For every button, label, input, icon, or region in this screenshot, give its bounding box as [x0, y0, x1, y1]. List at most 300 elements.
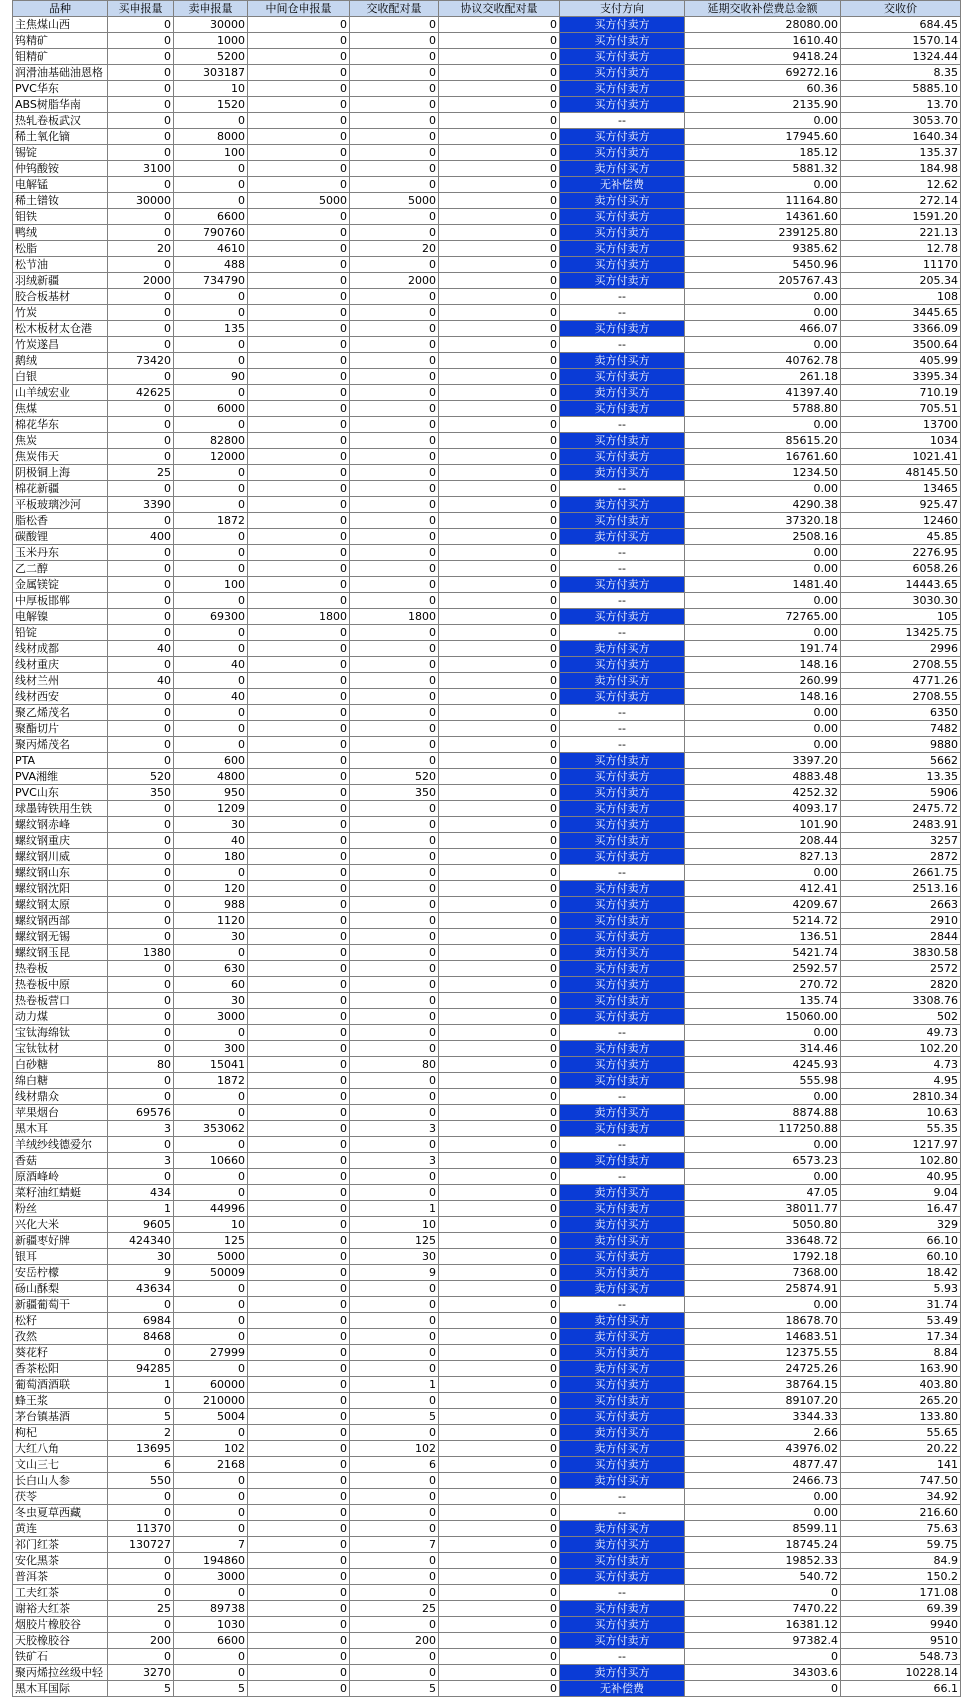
- cell-delivery-price: 102.20: [841, 1041, 961, 1057]
- cell-agreement-matched-qty: 0: [439, 1601, 560, 1617]
- cell-matched-qty: 0: [350, 49, 439, 65]
- cell-agreement-matched-qty: 0: [439, 545, 560, 561]
- cell-matched-qty: 0: [350, 1009, 439, 1025]
- cell-intermediate-qty: 0: [248, 673, 350, 689]
- table-row: [13, 929, 961, 945]
- cell-buy-qty: 0: [108, 1025, 174, 1041]
- cell-delivery-price: 4771.26: [841, 673, 961, 689]
- cell-sell-qty: 600: [174, 753, 248, 769]
- cell-variety: 新疆葡萄干: [13, 1297, 108, 1313]
- cell-delivery-price: 12460: [841, 513, 961, 529]
- cell-sell-qty: 30: [174, 993, 248, 1009]
- cell-compensation-amount: 4093.17: [685, 801, 841, 817]
- cell-delivery-price: 66.1: [841, 1681, 961, 1697]
- cell-variety: 安岳柠檬: [13, 1265, 108, 1281]
- table-row: [13, 1153, 961, 1169]
- cell-buy-qty: 0: [108, 1073, 174, 1089]
- cell-agreement-matched-qty: 0: [439, 1505, 560, 1521]
- cell-payment-direction: 买方付卖方: [560, 977, 685, 993]
- cell-delivery-price: 205.34: [841, 273, 961, 289]
- cell-intermediate-qty: 0: [248, 1009, 350, 1025]
- cell-delivery-price: 14443.65: [841, 577, 961, 593]
- cell-variety: 竹炭遂昌: [13, 337, 108, 353]
- cell-delivery-price: 2513.16: [841, 881, 961, 897]
- cell-matched-qty: 0: [350, 417, 439, 433]
- cell-compensation-amount: 6573.23: [685, 1153, 841, 1169]
- cell-payment-direction: 买方付卖方: [560, 321, 685, 337]
- cell-matched-qty: 0: [350, 161, 439, 177]
- cell-intermediate-qty: 0: [248, 1089, 350, 1105]
- cell-intermediate-qty: 0: [248, 1425, 350, 1441]
- cell-compensation-amount: 43976.02: [685, 1441, 841, 1457]
- cell-variety: 香茶松阳: [13, 1361, 108, 1377]
- cell-agreement-matched-qty: 0: [439, 1137, 560, 1153]
- cell-sell-qty: 194860: [174, 1553, 248, 1569]
- header-variety: 品种: [13, 1, 108, 17]
- table-row: [13, 1665, 961, 1681]
- cell-matched-qty: 0: [350, 993, 439, 1009]
- cell-agreement-matched-qty: 0: [439, 1665, 560, 1681]
- cell-payment-direction: 买方付卖方: [560, 369, 685, 385]
- cell-delivery-price: 2663: [841, 897, 961, 913]
- cell-intermediate-qty: 0: [248, 337, 350, 353]
- delivery-compensation-table: [12, 0, 961, 1697]
- cell-intermediate-qty: 0: [248, 945, 350, 961]
- cell-buy-qty: 0: [108, 1569, 174, 1585]
- cell-agreement-matched-qty: 0: [439, 865, 560, 881]
- cell-payment-direction: 买方付卖方: [560, 833, 685, 849]
- cell-intermediate-qty: 0: [248, 577, 350, 593]
- cell-buy-qty: 80: [108, 1057, 174, 1073]
- cell-agreement-matched-qty: 0: [439, 897, 560, 913]
- cell-delivery-price: 5662: [841, 753, 961, 769]
- cell-buy-qty: 550: [108, 1473, 174, 1489]
- cell-matched-qty: 0: [350, 1569, 439, 1585]
- cell-sell-qty: 0: [174, 593, 248, 609]
- cell-sell-qty: 0: [174, 305, 248, 321]
- cell-delivery-price: 49.73: [841, 1025, 961, 1041]
- cell-buy-qty: 400: [108, 529, 174, 545]
- cell-payment-direction: 买方付卖方: [560, 897, 685, 913]
- cell-compensation-amount: 148.16: [685, 689, 841, 705]
- cell-agreement-matched-qty: 0: [439, 385, 560, 401]
- cell-payment-direction: 买方付卖方: [560, 929, 685, 945]
- cell-intermediate-qty: 0: [248, 625, 350, 641]
- cell-delivery-price: 1324.44: [841, 49, 961, 65]
- cell-payment-direction: 卖方付买方: [560, 1665, 685, 1681]
- cell-sell-qty: 0: [174, 1329, 248, 1345]
- cell-delivery-price: 102.80: [841, 1153, 961, 1169]
- cell-delivery-price: 11170: [841, 257, 961, 273]
- cell-matched-qty: 0: [350, 1361, 439, 1377]
- cell-variety: PTA: [13, 753, 108, 769]
- cell-matched-qty: 0: [350, 209, 439, 225]
- cell-compensation-amount: 205767.43: [685, 273, 841, 289]
- cell-intermediate-qty: 0: [248, 769, 350, 785]
- cell-agreement-matched-qty: 0: [439, 513, 560, 529]
- cell-sell-qty: 0: [174, 545, 248, 561]
- cell-payment-direction: 卖方付买方: [560, 161, 685, 177]
- cell-variety: 鸭绒: [13, 225, 108, 241]
- cell-buy-qty: 0: [108, 17, 174, 33]
- cell-payment-direction: 卖方付买方: [560, 353, 685, 369]
- cell-compensation-amount: 47.05: [685, 1185, 841, 1201]
- cell-payment-direction: 卖方付买方: [560, 1233, 685, 1249]
- cell-payment-direction: --: [560, 561, 685, 577]
- cell-buy-qty: 0: [108, 1009, 174, 1025]
- cell-compensation-amount: 0.00: [685, 289, 841, 305]
- cell-buy-qty: 5: [108, 1681, 174, 1697]
- cell-sell-qty: 0: [174, 865, 248, 881]
- cell-sell-qty: 40: [174, 689, 248, 705]
- cell-buy-qty: 1: [108, 1201, 174, 1217]
- table-row: [13, 33, 961, 49]
- cell-buy-qty: 0: [108, 433, 174, 449]
- cell-variety: PVC山东: [13, 785, 108, 801]
- table-row: [13, 609, 961, 625]
- cell-delivery-price: 1570.14: [841, 33, 961, 49]
- cell-variety: 稀土镨钕: [13, 193, 108, 209]
- cell-intermediate-qty: 0: [248, 97, 350, 113]
- cell-sell-qty: 0: [174, 1521, 248, 1537]
- cell-matched-qty: 0: [350, 353, 439, 369]
- table-row: [13, 1249, 961, 1265]
- cell-compensation-amount: 7470.22: [685, 1601, 841, 1617]
- cell-variety: 电解镍: [13, 609, 108, 625]
- cell-compensation-amount: 555.98: [685, 1073, 841, 1089]
- cell-agreement-matched-qty: 0: [439, 1249, 560, 1265]
- cell-sell-qty: 90: [174, 369, 248, 385]
- cell-matched-qty: 0: [350, 593, 439, 609]
- cell-variety: 茯苓: [13, 1489, 108, 1505]
- cell-sell-qty: 0: [174, 945, 248, 961]
- table-row: [13, 321, 961, 337]
- cell-delivery-price: 6058.26: [841, 561, 961, 577]
- cell-delivery-price: 3257: [841, 833, 961, 849]
- cell-payment-direction: 买方付卖方: [560, 449, 685, 465]
- cell-intermediate-qty: 0: [248, 1249, 350, 1265]
- table-row: [13, 961, 961, 977]
- table-row: [13, 1345, 961, 1361]
- cell-payment-direction: 无补偿费: [560, 1681, 685, 1697]
- cell-intermediate-qty: 0: [248, 209, 350, 225]
- cell-sell-qty: 0: [174, 1665, 248, 1681]
- cell-agreement-matched-qty: 0: [439, 657, 560, 673]
- cell-sell-qty: 0: [174, 481, 248, 497]
- cell-matched-qty: 0: [350, 1473, 439, 1489]
- cell-buy-qty: 0: [108, 257, 174, 273]
- cell-sell-qty: 5004: [174, 1409, 248, 1425]
- cell-matched-qty: 0: [350, 1313, 439, 1329]
- cell-sell-qty: 0: [174, 625, 248, 641]
- cell-delivery-price: 3395.34: [841, 369, 961, 385]
- cell-intermediate-qty: 0: [248, 1457, 350, 1473]
- cell-payment-direction: 卖方付买方: [560, 1441, 685, 1457]
- cell-variety: 棉花华东: [13, 417, 108, 433]
- cell-delivery-price: 2483.91: [841, 817, 961, 833]
- cell-buy-qty: 0: [108, 593, 174, 609]
- cell-variety: 线材成都: [13, 641, 108, 657]
- cell-buy-qty: 0: [108, 33, 174, 49]
- cell-matched-qty: 0: [350, 865, 439, 881]
- cell-delivery-price: 747.50: [841, 1473, 961, 1489]
- cell-delivery-price: 2872: [841, 849, 961, 865]
- cell-agreement-matched-qty: 0: [439, 1441, 560, 1457]
- cell-buy-qty: 0: [108, 209, 174, 225]
- table-row: [13, 1281, 961, 1297]
- cell-variety: 玉米丹东: [13, 545, 108, 561]
- cell-matched-qty: 0: [350, 753, 439, 769]
- cell-delivery-price: 8.35: [841, 65, 961, 81]
- cell-matched-qty: 0: [350, 705, 439, 721]
- cell-intermediate-qty: 0: [248, 17, 350, 33]
- cell-matched-qty: 0: [350, 625, 439, 641]
- cell-delivery-price: 53.49: [841, 1313, 961, 1329]
- cell-buy-qty: 0: [108, 1089, 174, 1105]
- cell-intermediate-qty: 0: [248, 1297, 350, 1313]
- cell-agreement-matched-qty: 0: [439, 145, 560, 161]
- cell-matched-qty: 9: [350, 1265, 439, 1281]
- table-row: [13, 305, 961, 321]
- table-header-row: [13, 1, 961, 17]
- cell-intermediate-qty: 0: [248, 1185, 350, 1201]
- cell-agreement-matched-qty: 0: [439, 353, 560, 369]
- cell-sell-qty: 40: [174, 657, 248, 673]
- cell-buy-qty: 0: [108, 977, 174, 993]
- cell-agreement-matched-qty: 0: [439, 193, 560, 209]
- cell-buy-qty: 0: [108, 417, 174, 433]
- table-row: [13, 1521, 961, 1537]
- cell-buy-qty: 200: [108, 1633, 174, 1649]
- cell-payment-direction: --: [560, 625, 685, 641]
- cell-buy-qty: 13695: [108, 1441, 174, 1457]
- cell-sell-qty: 0: [174, 177, 248, 193]
- cell-variety: 银耳: [13, 1249, 108, 1265]
- cell-payment-direction: 买方付卖方: [560, 753, 685, 769]
- cell-sell-qty: 44996: [174, 1201, 248, 1217]
- cell-buy-qty: 130727: [108, 1537, 174, 1553]
- cell-matched-qty: 0: [350, 385, 439, 401]
- table-row: [13, 881, 961, 897]
- cell-delivery-price: 2708.55: [841, 657, 961, 673]
- cell-sell-qty: 100: [174, 577, 248, 593]
- cell-agreement-matched-qty: 0: [439, 305, 560, 321]
- cell-matched-qty: 0: [350, 641, 439, 657]
- cell-matched-qty: 0: [350, 561, 439, 577]
- table-row: [13, 1393, 961, 1409]
- cell-matched-qty: 0: [350, 881, 439, 897]
- cell-intermediate-qty: 0: [248, 1537, 350, 1553]
- cell-delivery-price: 3053.70: [841, 113, 961, 129]
- cell-variety: 粉丝: [13, 1201, 108, 1217]
- cell-matched-qty: 0: [350, 545, 439, 561]
- cell-compensation-amount: 1234.50: [685, 465, 841, 481]
- cell-intermediate-qty: 0: [248, 177, 350, 193]
- cell-intermediate-qty: 0: [248, 993, 350, 1009]
- cell-variety: 工夫红茶: [13, 1585, 108, 1601]
- cell-buy-qty: 0: [108, 625, 174, 641]
- cell-matched-qty: 0: [350, 321, 439, 337]
- cell-agreement-matched-qty: 0: [439, 1153, 560, 1169]
- cell-sell-qty: 0: [174, 353, 248, 369]
- cell-payment-direction: 买方付卖方: [560, 433, 685, 449]
- cell-agreement-matched-qty: 0: [439, 1649, 560, 1665]
- table-row: [13, 673, 961, 689]
- cell-agreement-matched-qty: 0: [439, 1073, 560, 1089]
- cell-variety: 聚酯切片: [13, 721, 108, 737]
- cell-compensation-amount: 0.00: [685, 481, 841, 497]
- cell-compensation-amount: 0.00: [685, 593, 841, 609]
- cell-delivery-price: 4.95: [841, 1073, 961, 1089]
- cell-sell-qty: 0: [174, 113, 248, 129]
- cell-buy-qty: 0: [108, 961, 174, 977]
- table-row: [13, 561, 961, 577]
- cell-payment-direction: 买方付卖方: [560, 1633, 685, 1649]
- cell-delivery-price: 108: [841, 289, 961, 305]
- cell-matched-qty: 0: [350, 1281, 439, 1297]
- cell-matched-qty: 0: [350, 1585, 439, 1601]
- cell-matched-qty: 0: [350, 849, 439, 865]
- table-row: [13, 273, 961, 289]
- cell-variety: 焦炭伟天: [13, 449, 108, 465]
- cell-delivery-price: 6350: [841, 705, 961, 721]
- table-row: [13, 1617, 961, 1633]
- cell-variety: 砀山酥梨: [13, 1281, 108, 1297]
- table-row: [13, 129, 961, 145]
- cell-payment-direction: 卖方付买方: [560, 1473, 685, 1489]
- cell-agreement-matched-qty: 0: [439, 1089, 560, 1105]
- cell-sell-qty: 0: [174, 641, 248, 657]
- cell-agreement-matched-qty: 0: [439, 1361, 560, 1377]
- cell-intermediate-qty: 0: [248, 849, 350, 865]
- cell-agreement-matched-qty: 0: [439, 417, 560, 433]
- cell-variety: 枸杞: [13, 1425, 108, 1441]
- cell-variety: 螺纹钢赤峰: [13, 817, 108, 833]
- cell-variety: 钼精矿: [13, 49, 108, 65]
- cell-matched-qty: 20: [350, 241, 439, 257]
- cell-delivery-price: 2844: [841, 929, 961, 945]
- cell-delivery-price: 13.35: [841, 769, 961, 785]
- cell-compensation-amount: 89107.20: [685, 1393, 841, 1409]
- cell-compensation-amount: 2.66: [685, 1425, 841, 1441]
- cell-payment-direction: --: [560, 721, 685, 737]
- cell-payment-direction: 卖方付买方: [560, 1185, 685, 1201]
- cell-compensation-amount: 18678.70: [685, 1313, 841, 1329]
- cell-compensation-amount: 5050.80: [685, 1217, 841, 1233]
- cell-buy-qty: 3: [108, 1121, 174, 1137]
- cell-delivery-price: 20.22: [841, 1441, 961, 1457]
- cell-compensation-amount: 260.99: [685, 673, 841, 689]
- cell-sell-qty: 3000: [174, 1009, 248, 1025]
- cell-compensation-amount: 5450.96: [685, 257, 841, 273]
- cell-intermediate-qty: 0: [248, 1057, 350, 1073]
- cell-payment-direction: --: [560, 1137, 685, 1153]
- cell-variety: 胶合板基材: [13, 289, 108, 305]
- cell-sell-qty: 0: [174, 561, 248, 577]
- table-row: [13, 337, 961, 353]
- cell-matched-qty: 0: [350, 929, 439, 945]
- cell-compensation-amount: 191.74: [685, 641, 841, 657]
- cell-agreement-matched-qty: 0: [439, 433, 560, 449]
- cell-variety: 松脂: [13, 241, 108, 257]
- cell-payment-direction: 买方付卖方: [560, 49, 685, 65]
- header-agreement-matched-qty: 协议交收配对量: [439, 1, 560, 17]
- table-row: [13, 1089, 961, 1105]
- cell-compensation-amount: 24725.26: [685, 1361, 841, 1377]
- cell-payment-direction: 买方付卖方: [560, 913, 685, 929]
- cell-buy-qty: 0: [108, 97, 174, 113]
- cell-sell-qty: 4800: [174, 769, 248, 785]
- table-row: [13, 977, 961, 993]
- cell-payment-direction: 买方付卖方: [560, 145, 685, 161]
- cell-buy-qty: 520: [108, 769, 174, 785]
- table-row: [13, 1649, 961, 1665]
- cell-sell-qty: 30: [174, 929, 248, 945]
- cell-delivery-price: 18.42: [841, 1265, 961, 1281]
- cell-delivery-price: 13425.75: [841, 625, 961, 641]
- cell-variety: 谢裕大红茶: [13, 1601, 108, 1617]
- cell-sell-qty: 7: [174, 1537, 248, 1553]
- cell-payment-direction: 卖方付买方: [560, 1329, 685, 1345]
- cell-compensation-amount: 4877.47: [685, 1457, 841, 1473]
- cell-sell-qty: 15041: [174, 1057, 248, 1073]
- cell-intermediate-qty: 0: [248, 273, 350, 289]
- cell-compensation-amount: 101.90: [685, 817, 841, 833]
- cell-intermediate-qty: 0: [248, 977, 350, 993]
- cell-matched-qty: 0: [350, 1489, 439, 1505]
- cell-sell-qty: 10: [174, 1217, 248, 1233]
- cell-intermediate-qty: 0: [248, 1601, 350, 1617]
- cell-sell-qty: 0: [174, 1185, 248, 1201]
- table-row: [13, 353, 961, 369]
- cell-compensation-amount: 25874.91: [685, 1281, 841, 1297]
- table-row: [13, 161, 961, 177]
- table-row: [13, 817, 961, 833]
- table-row: [13, 513, 961, 529]
- cell-matched-qty: 0: [350, 577, 439, 593]
- cell-agreement-matched-qty: 0: [439, 1041, 560, 1057]
- cell-compensation-amount: 37320.18: [685, 513, 841, 529]
- cell-delivery-price: 48145.50: [841, 465, 961, 481]
- cell-sell-qty: 0: [174, 1169, 248, 1185]
- cell-matched-qty: 0: [350, 97, 439, 113]
- cell-compensation-amount: 38764.15: [685, 1377, 841, 1393]
- cell-buy-qty: 0: [108, 321, 174, 337]
- cell-delivery-price: 5.93: [841, 1281, 961, 1297]
- cell-compensation-amount: 466.07: [685, 321, 841, 337]
- cell-variety: 线材重庆: [13, 657, 108, 673]
- cell-compensation-amount: 0.00: [685, 1137, 841, 1153]
- cell-variety: 新疆枣好牌: [13, 1233, 108, 1249]
- cell-sell-qty: 27999: [174, 1345, 248, 1361]
- cell-agreement-matched-qty: 0: [439, 993, 560, 1009]
- cell-delivery-price: 9.04: [841, 1185, 961, 1201]
- cell-sell-qty: 5000: [174, 1249, 248, 1265]
- cell-matched-qty: 0: [350, 177, 439, 193]
- cell-intermediate-qty: 0: [248, 321, 350, 337]
- cell-intermediate-qty: 0: [248, 545, 350, 561]
- cell-payment-direction: 买方付卖方: [560, 1569, 685, 1585]
- cell-delivery-price: 133.80: [841, 1409, 961, 1425]
- cell-delivery-price: 4.73: [841, 1057, 961, 1073]
- cell-variety: 热卷板营口: [13, 993, 108, 1009]
- cell-buy-qty: 0: [108, 657, 174, 673]
- cell-compensation-amount: 2592.57: [685, 961, 841, 977]
- cell-variety: 黑木耳: [13, 1121, 108, 1137]
- cell-sell-qty: 40: [174, 833, 248, 849]
- cell-buy-qty: 8468: [108, 1329, 174, 1345]
- cell-sell-qty: 89738: [174, 1601, 248, 1617]
